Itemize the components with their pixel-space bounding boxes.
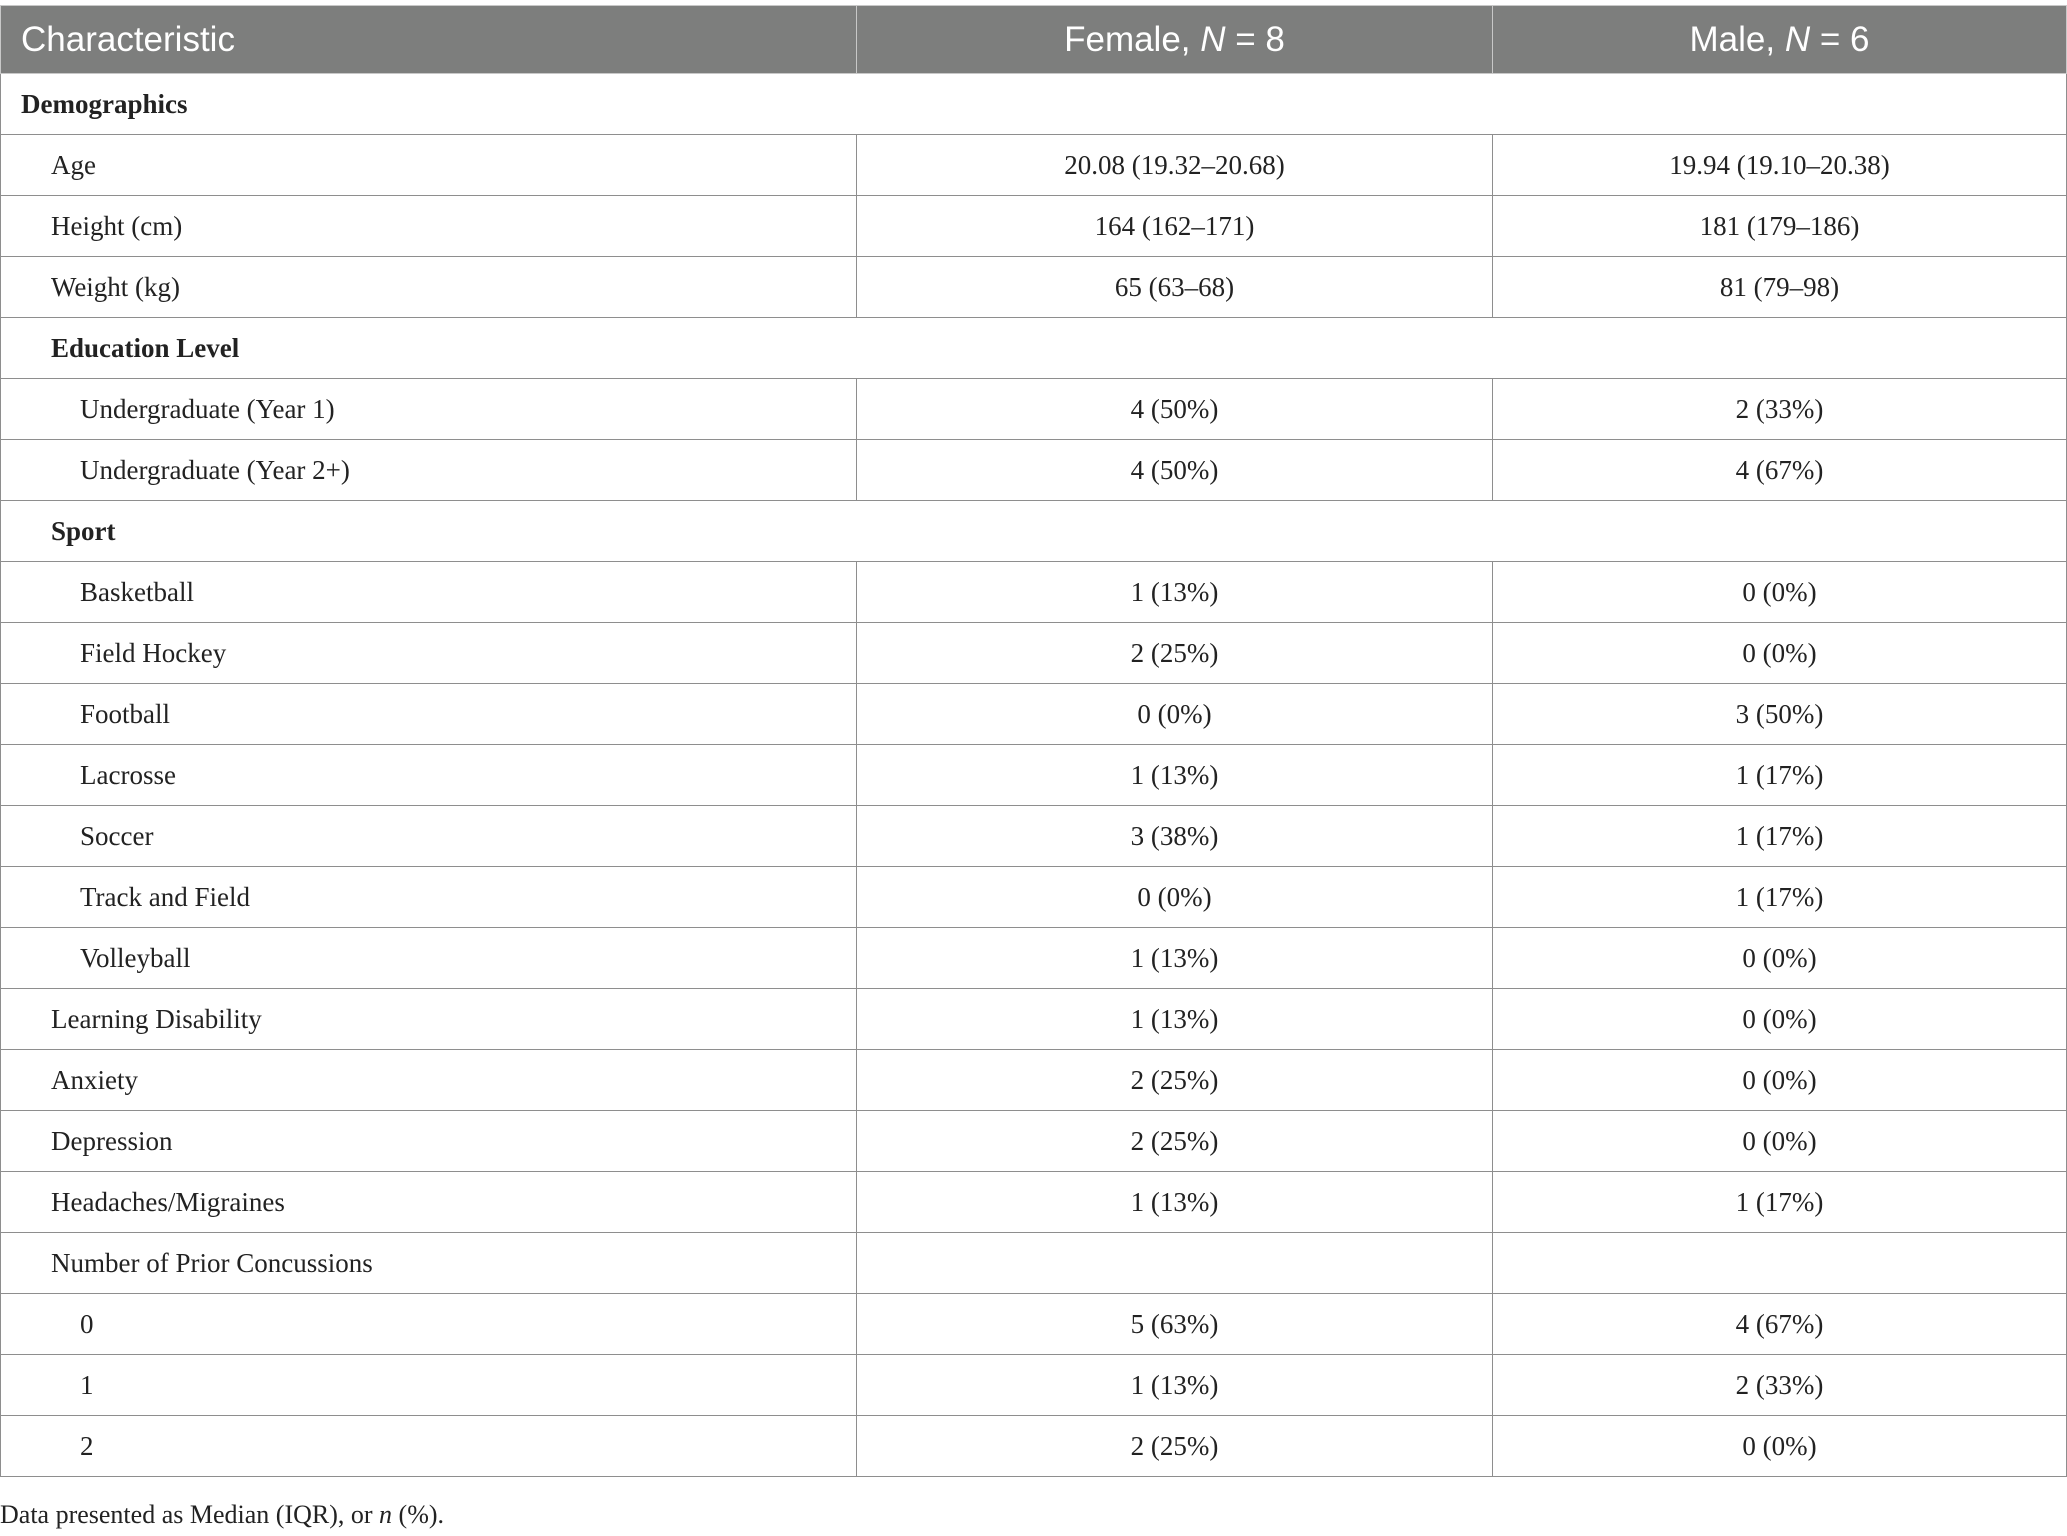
- header-female-prefix: Female,: [1064, 19, 1201, 59]
- male-value: 1 (17%): [1493, 806, 2067, 867]
- male-value: 4 (67%): [1493, 1294, 2067, 1355]
- female-value: 4 (50%): [857, 440, 1493, 501]
- male-value: 0 (0%): [1493, 1050, 2067, 1111]
- female-value: 1 (13%): [857, 1355, 1493, 1416]
- male-value: 1 (17%): [1493, 745, 2067, 806]
- header-male-prefix: Male,: [1689, 19, 1785, 59]
- row-label: Weight (kg): [1, 257, 857, 318]
- table-row: [1, 1416, 2067, 1477]
- female-value: 20.08 (19.32–20.68): [857, 135, 1493, 196]
- row-label: 1: [1, 1355, 857, 1416]
- row-label: Track and Field: [1, 867, 857, 928]
- row-label: Anxiety: [1, 1050, 857, 1111]
- section-label: Demographics: [1, 74, 2067, 135]
- male-value: 1 (17%): [1493, 1172, 2067, 1233]
- section-label: Sport: [1, 501, 2067, 562]
- female-value: 0 (0%): [857, 867, 1493, 928]
- female-value: 4 (50%): [857, 379, 1493, 440]
- section-label: Education Level: [1, 318, 2067, 379]
- row-label: 2: [1, 1416, 857, 1477]
- table-row: [1, 440, 2067, 501]
- table-row: [1, 1355, 2067, 1416]
- table-row: [1, 257, 2067, 318]
- table-row: [1, 1172, 2067, 1233]
- header-male-suffix: = 6: [1810, 19, 1870, 59]
- table-row: [1, 623, 2067, 684]
- female-value: 2 (25%): [857, 1416, 1493, 1477]
- header-male-n: N: [1784, 19, 1811, 59]
- male-value: 2 (33%): [1493, 379, 2067, 440]
- row-label: Learning Disability: [1, 989, 857, 1050]
- row-label: Basketball: [1, 562, 857, 623]
- table-row: [1, 1050, 2067, 1111]
- header-characteristic: Characteristic: [1, 6, 857, 74]
- row-label: Soccer: [1, 806, 857, 867]
- female-value: 2 (25%): [857, 1050, 1493, 1111]
- female-value: 164 (162–171): [857, 196, 1493, 257]
- table-row: [1, 806, 2067, 867]
- row-label: Depression: [1, 1111, 857, 1172]
- table-row: [1, 379, 2067, 440]
- male-value: 81 (79–98): [1493, 257, 2067, 318]
- row-label: Height (cm): [1, 196, 857, 257]
- female-value: 5 (63%): [857, 1294, 1493, 1355]
- male-value: 0 (0%): [1493, 562, 2067, 623]
- male-value: 19.94 (19.10–20.38): [1493, 135, 2067, 196]
- female-value: 1 (13%): [857, 1172, 1493, 1233]
- female-value: 1 (13%): [857, 928, 1493, 989]
- row-label: Football: [1, 684, 857, 745]
- row-label: Field Hockey: [1, 623, 857, 684]
- row-label: 0: [1, 1294, 857, 1355]
- table-row: [1, 745, 2067, 806]
- male-value: [1493, 1233, 2067, 1294]
- header-female: [857, 6, 1493, 74]
- table-footnote: [0, 1500, 444, 1530]
- table-row: [1, 867, 2067, 928]
- characteristics-table: [0, 5, 2067, 1477]
- male-value: 2 (33%): [1493, 1355, 2067, 1416]
- table-row: [1, 318, 2067, 379]
- male-value: 0 (0%): [1493, 1111, 2067, 1172]
- female-value: [857, 1233, 1493, 1294]
- header-male: [1493, 6, 2067, 74]
- female-value: 65 (63–68): [857, 257, 1493, 318]
- male-value: 0 (0%): [1493, 623, 2067, 684]
- female-value: 1 (13%): [857, 562, 1493, 623]
- row-label: Undergraduate (Year 2+): [1, 440, 857, 501]
- footnote-prefix: Data presented as Median (IQR), or: [0, 1500, 380, 1529]
- table-row: [1, 1111, 2067, 1172]
- male-value: 3 (50%): [1493, 684, 2067, 745]
- male-value: 1 (17%): [1493, 867, 2067, 928]
- table-row: [1, 135, 2067, 196]
- footnote-n: n: [379, 1500, 393, 1529]
- row-label: Number of Prior Concussions: [1, 1233, 857, 1294]
- row-label: Lacrosse: [1, 745, 857, 806]
- table-row: [1, 928, 2067, 989]
- row-label: Age: [1, 135, 857, 196]
- female-value: 0 (0%): [857, 684, 1493, 745]
- table-row: [1, 501, 2067, 562]
- row-label: Volleyball: [1, 928, 857, 989]
- header-female-suffix: = 8: [1225, 19, 1285, 59]
- male-value: 4 (67%): [1493, 440, 2067, 501]
- table-row: [1, 562, 2067, 623]
- table-row: [1, 1294, 2067, 1355]
- row-label: Headaches/Migraines: [1, 1172, 857, 1233]
- table-row: [1, 74, 2067, 135]
- header-female-n: N: [1200, 19, 1226, 59]
- table-row: [1, 196, 2067, 257]
- table-row: [1, 684, 2067, 745]
- table-row: [1, 989, 2067, 1050]
- female-value: 2 (25%): [857, 1111, 1493, 1172]
- female-value: 3 (38%): [857, 806, 1493, 867]
- female-value: 1 (13%): [857, 745, 1493, 806]
- male-value: 0 (0%): [1493, 1416, 2067, 1477]
- male-value: 0 (0%): [1493, 928, 2067, 989]
- male-value: 0 (0%): [1493, 989, 2067, 1050]
- table-row: [1, 1233, 2067, 1294]
- male-value: 181 (179–186): [1493, 196, 2067, 257]
- female-value: 2 (25%): [857, 623, 1493, 684]
- footnote-suffix: (%).: [392, 1500, 445, 1529]
- female-value: 1 (13%): [857, 989, 1493, 1050]
- row-label: Undergraduate (Year 1): [1, 379, 857, 440]
- header-row: [1, 6, 2067, 74]
